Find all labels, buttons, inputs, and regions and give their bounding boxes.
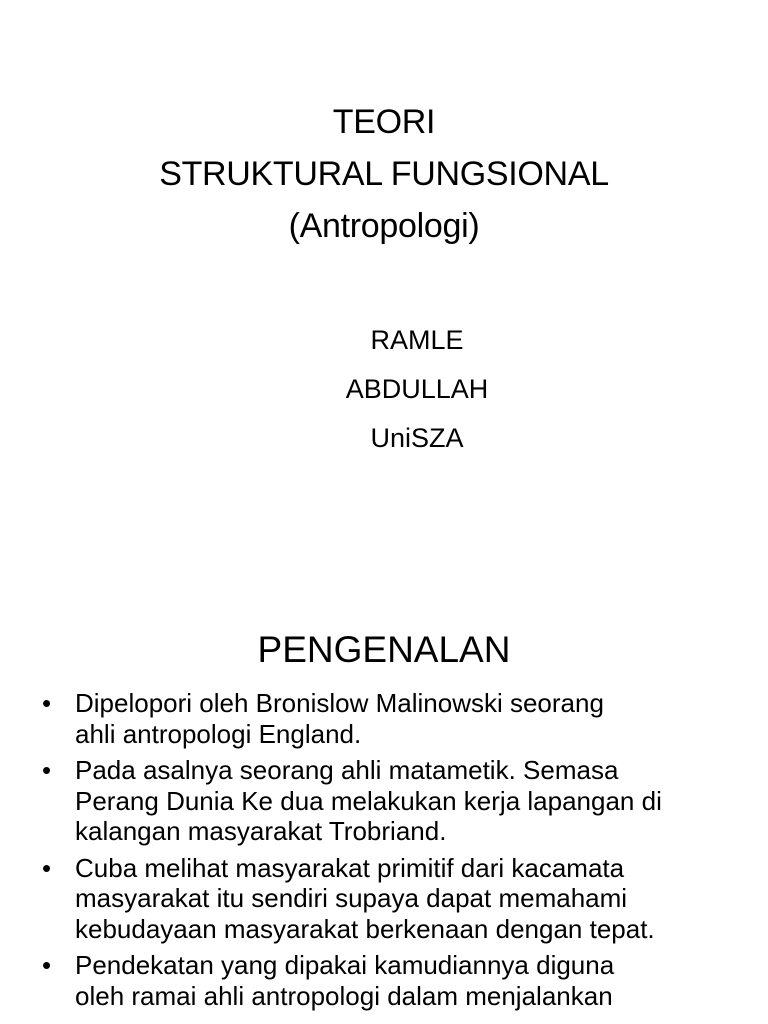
slide-subtitle	[300, 316, 534, 463]
bullet-text-line: Perang Dunia Ke dua melakukan kerja lapangan di	[75, 785, 662, 816]
slide-introduction	[0, 560, 768, 1024]
bullet-item	[42, 755, 742, 847]
title-line-2: STRUKTURAL FUNGSIONAL	[159, 155, 609, 193]
bullet-item	[42, 853, 742, 945]
bullet-item	[42, 950, 742, 1011]
title-line-1: TEORI	[332, 103, 436, 141]
bullet-text-line: Cuba melihat masyarakat primitif dari kacamata	[75, 852, 625, 883]
bullet-list	[42, 688, 742, 1017]
bullet-text-line: ahli antropologi England.	[75, 718, 362, 749]
author-name: RAMLE ABDULLAH	[345, 325, 489, 404]
bullet-text-line: masyarakat itu sendiri supaya dapat memahami	[75, 883, 628, 913]
bullet-point-icon: •	[42, 852, 52, 883]
title-line-3: (Antropologi)	[288, 207, 480, 245]
bullet-text-line: kebudayaan masyarakat berkenaan dengan tepat.	[75, 913, 655, 944]
slide-title-heading	[0, 96, 768, 252]
bullet-item	[42, 688, 742, 749]
bullet-point-icon: •	[42, 688, 52, 718]
institution-name: UniSZA	[370, 423, 464, 453]
bullet-text-line: Pendekatan yang dipakai kamudiannya diguna	[75, 950, 615, 980]
bullet-point-icon: •	[42, 950, 52, 980]
bullet-text-line: kalangan masyarakat Trobriand.	[75, 816, 447, 846]
bullet-text-line: Dipelopori oleh Bronislow Malinowski seorang	[75, 688, 604, 718]
section-heading: PENGENALAN	[257, 629, 511, 670]
bullet-point-icon: •	[42, 755, 52, 785]
bullet-text-line: oleh ramai ahli antropologi dalam menjalankan	[75, 980, 613, 1011]
bullet-text-line: Pada asalnya seorang ahli matametik. Semasa	[75, 755, 619, 785]
